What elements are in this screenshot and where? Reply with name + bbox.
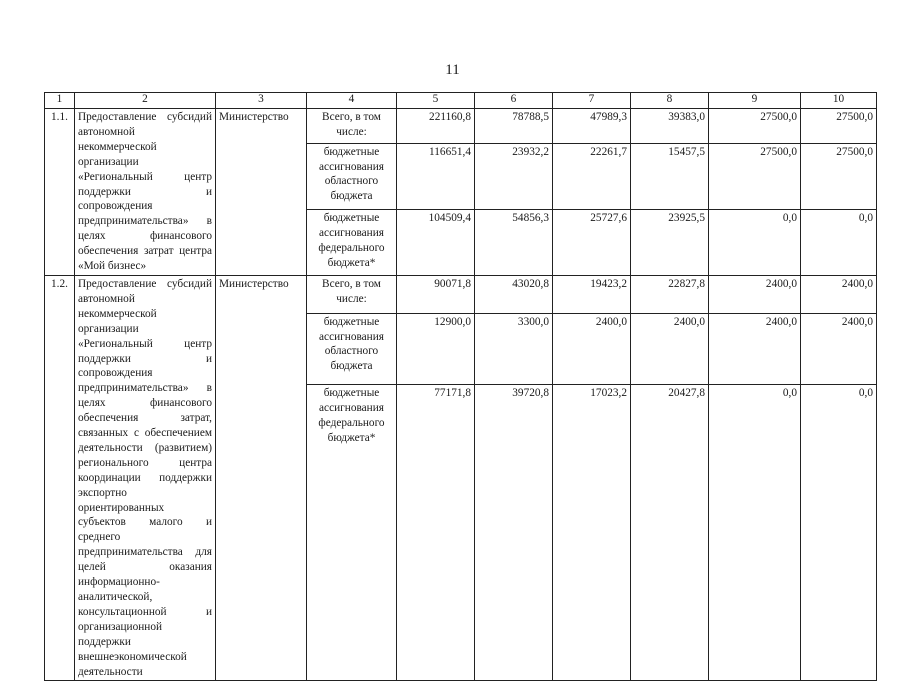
page-number: 11 xyxy=(445,62,460,78)
value-cell: 116651,4 xyxy=(397,143,475,209)
funding-source: бюджетные ассигнования федерального бюджета* xyxy=(307,385,397,681)
value-cell: 90071,8 xyxy=(397,275,475,313)
value-cell: 19423,2 xyxy=(553,275,631,313)
value-cell: 22261,7 xyxy=(553,143,631,209)
value-cell: 0,0 xyxy=(801,209,877,275)
value-cell: 2400,0 xyxy=(709,275,801,313)
value-cell: 39383,0 xyxy=(631,109,709,144)
value-cell: 20427,8 xyxy=(631,385,709,681)
value-cell: 22827,8 xyxy=(631,275,709,313)
value-cell: 17023,2 xyxy=(553,385,631,681)
value-cell: 15457,5 xyxy=(631,143,709,209)
column-number: 4 xyxy=(307,93,397,109)
value-cell: 104509,4 xyxy=(397,209,475,275)
row-description: Предоставление субсидий автономной некоммерческой организации «Региональный центр поддержки и сопровождения предпринимательства» в целях финансового обеспечения затрат центра «Мой бизнес» xyxy=(75,109,216,276)
row-executor: Министерство xyxy=(216,275,307,680)
column-number: 5 xyxy=(397,93,475,109)
column-number-row xyxy=(45,93,877,109)
row-description: Предоставление субсидий автономной некоммерческой организации «Региональный центр поддержки и сопровождения предпринимательства» в целях финансового обеспечения затрат, связанных с обеспечением деятельности (развитием) регионального центра координации поддержки экспортно ориентированных субъектов малого и среднего предпринимательства для целей оказания информационно-аналитической, консультационной и организационной поддержки внешнеэкономической деятельности xyxy=(75,275,216,680)
value-cell: 23925,5 xyxy=(631,209,709,275)
funding-source: бюджетные ассигнования федерального бюджета* xyxy=(307,209,397,275)
column-number: 10 xyxy=(801,93,877,109)
funding-source: бюджетные ассигнования областного бюджета xyxy=(307,313,397,385)
value-cell: 27500,0 xyxy=(801,109,877,144)
value-cell: 0,0 xyxy=(709,209,801,275)
column-number: 8 xyxy=(631,93,709,109)
value-cell: 2400,0 xyxy=(553,313,631,385)
column-number: 3 xyxy=(216,93,307,109)
value-cell: 2400,0 xyxy=(631,313,709,385)
row-index: 1.2. xyxy=(45,275,75,680)
value-cell: 23932,2 xyxy=(475,143,553,209)
value-cell: 78788,5 xyxy=(475,109,553,144)
value-cell: 0,0 xyxy=(709,385,801,681)
table-row xyxy=(45,275,877,313)
value-cell: 2400,0 xyxy=(709,313,801,385)
column-number: 2 xyxy=(75,93,216,109)
value-cell: 25727,6 xyxy=(553,209,631,275)
column-number: 6 xyxy=(475,93,553,109)
column-number: 1 xyxy=(45,93,75,109)
column-number: 9 xyxy=(709,93,801,109)
value-cell: 27500,0 xyxy=(801,143,877,209)
value-cell: 27500,0 xyxy=(709,143,801,209)
value-cell: 12900,0 xyxy=(397,313,475,385)
row-executor: Министерство xyxy=(216,109,307,276)
value-cell: 2400,0 xyxy=(801,313,877,385)
budget-table xyxy=(44,92,877,681)
value-cell: 2400,0 xyxy=(801,275,877,313)
value-cell: 77171,8 xyxy=(397,385,475,681)
column-number: 7 xyxy=(553,93,631,109)
value-cell: 39720,8 xyxy=(475,385,553,681)
value-cell: 0,0 xyxy=(801,385,877,681)
funding-source: Всего, в том числе: xyxy=(307,275,397,313)
value-cell: 54856,3 xyxy=(475,209,553,275)
funding-source: бюджетные ассигнования областного бюджета xyxy=(307,143,397,209)
value-cell: 221160,8 xyxy=(397,109,475,144)
table-row xyxy=(45,109,877,144)
value-cell: 47989,3 xyxy=(553,109,631,144)
value-cell: 3300,0 xyxy=(475,313,553,385)
value-cell: 43020,8 xyxy=(475,275,553,313)
row-index: 1.1. xyxy=(45,109,75,276)
value-cell: 27500,0 xyxy=(709,109,801,144)
funding-source: Всего, в том числе: xyxy=(307,109,397,144)
